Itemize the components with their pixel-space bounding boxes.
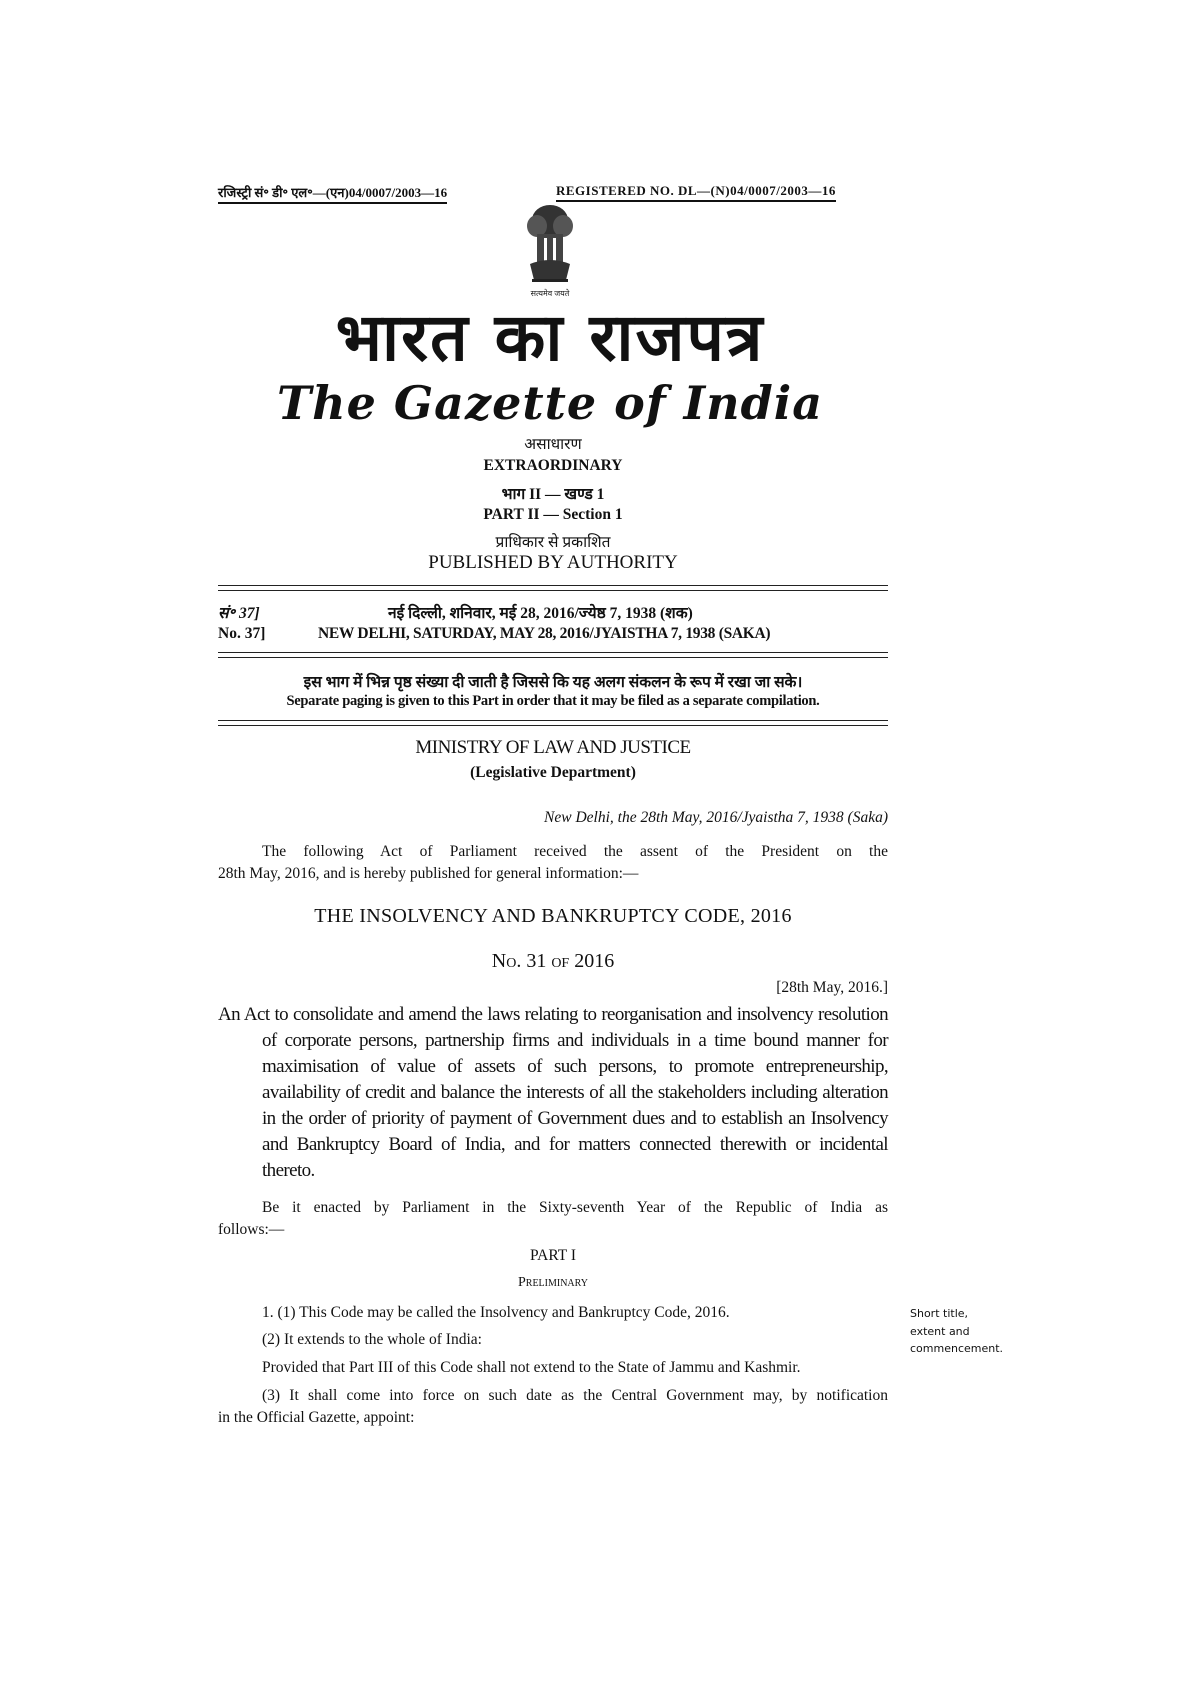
extraordinary-label: EXTRAORDINARY [483, 457, 623, 474]
divider [218, 720, 888, 721]
issue-date: NEW DELHI, SATURDAY, MAY 28, 2016/JYAISTHA 7, 1938 (SAKA) [318, 625, 771, 642]
act-date: [28th May, 2016.] [776, 979, 888, 996]
proviso: Provided that Part III of this Code shall not extend to the State of Jammu and Kashmir. [262, 1359, 801, 1376]
department-name: (Legislative Department) [470, 764, 636, 781]
divider [218, 725, 888, 726]
section-1-3a: (3) It shall come into force on such date as the Central Government may, by notification [262, 1387, 888, 1404]
part-subheading: Preliminary [517, 1275, 588, 1290]
section-1-2: (2) It extends to the whole of India: [262, 1331, 482, 1348]
margin-note-line: Short title, [910, 1307, 969, 1320]
part-hindi: भाग II — खण्ड 1 [501, 486, 605, 503]
margin-note-line: extent and [910, 1324, 970, 1338]
paging-note-hindi: इस भाग में भिन्न पृष्ठ संख्या दी जाती है जिससे कि यह अलग संकलन के रूप में रखा जा सके। [303, 674, 803, 691]
dateline: New Delhi, the 28th May, 2016/Jyaistha 7, 1938 (Saka) [544, 809, 888, 826]
section-1-1: 1. (1) This Code may be called the Insolvency and Bankruptcy Code, 2016. [262, 1304, 730, 1321]
margin-note [910, 1305, 1003, 1358]
act-title: THE INSOLVENCY AND BANKRUPTCY CODE, 2016 [314, 905, 792, 927]
ministry-name: MINISTRY OF LAW AND JUSTICE [415, 737, 691, 758]
divider [218, 590, 888, 591]
divider [218, 652, 888, 653]
issue-date-hindi: नई दिल्ली, शनिवार, मई 28, 2016/ज्येष्ठ 7, 1938 (शक) [388, 605, 693, 622]
issue-number: No. 37] [218, 625, 266, 642]
gazette-title-english: The Gazette of India [276, 376, 824, 430]
enacting-clause-1: Be it enacted by Parliament in the Sixty-seventh Year of the Republic of India as [262, 1199, 888, 1216]
registration-number-hindi: रजिस्ट्री सं॰ डी॰ एल॰—(एन)04/0007/2003—16 [218, 183, 447, 204]
intro-line-1: The following Act of Parliament received the assent of the President on the [262, 843, 888, 860]
registration-number: REGISTERED NO. DL—(N)04/0007/2003—16 [556, 183, 836, 202]
margin-note-line: commencement. [910, 1342, 1004, 1355]
part-heading: PART I [529, 1247, 577, 1264]
issue-number-hindi: सं॰ 37] [218, 605, 260, 622]
long-title-text: An Act to consolidate and amend the laws relating to reorganisation and insolvency resolution of corporate persons, partnership firms and individuals in a time bound manner for maximisation of value of assets of such persons, to promote entrepreneurship, availability of credit and balance the interests of all the stakeholders including alteration in the order of priority of payment of Government dues and to establish an Insolvency and Bankruptcy Board of India, and for matters connected therewith or incidental thereto. [218, 1004, 888, 1181]
authority-hindi: प्राधिकार से प्रकाशित [495, 534, 611, 551]
intro-line-2: 28th May, 2016, and is hereby published for general information:— [218, 865, 639, 882]
part-label: PART II — Section 1 [483, 506, 623, 523]
enacting-clause-2: follows:— [218, 1221, 285, 1238]
published-by-authority: PUBLISHED BY AUTHORITY [428, 552, 678, 573]
gazette-title-hindi: भारत का राजपत्र [335, 303, 765, 373]
long-title [218, 1002, 888, 1184]
emblem-motto: सत्यमेव जयते [530, 289, 570, 298]
national-emblem-icon [505, 204, 595, 300]
divider [218, 657, 888, 658]
paging-note: Separate paging is given to this Part in order that it may be filed as a separate compilation. [286, 693, 820, 709]
extraordinary-hindi: असाधारण [524, 436, 582, 453]
divider [218, 585, 888, 586]
section-1-3b: in the Official Gazette, appoint: [218, 1409, 415, 1426]
act-number: No. 31 of 2016 [491, 950, 615, 972]
